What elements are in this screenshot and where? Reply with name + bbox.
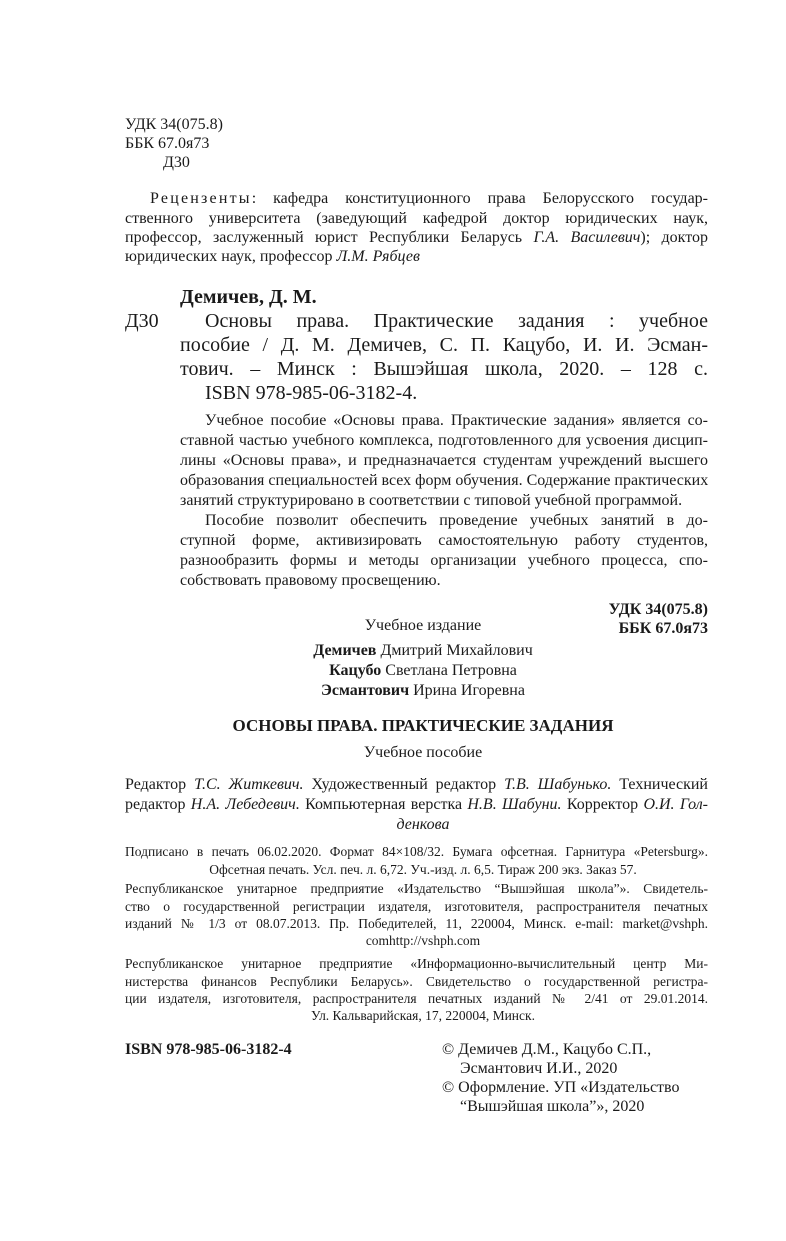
author-1: Демичев Дмитрий Михайлович [313,642,533,659]
imprint-signed: Подписано в печать 06.02.2020. Формат 84×108/32. Бумага офсетная. Гарнитура «Petersburg». [125,844,708,859]
imprint-line: Республиканское унитарное предприятие «Информационно-вычислительный центр Ми- [125,956,708,971]
imprint-publisher-web: comhttp://vshph.com [365,933,481,948]
annotation-block-1 [180,431,708,511]
annotation-line: Учебное пособие «Основы права. Практические задания» является со- [205,412,708,429]
biblio-title-line-2: пособие / Д. М. Демичев, С. П. Кацубо, И. И. Эсман- [180,334,708,356]
editors-line-1: Редактор Т.С. Житкевич. Художественный редактор Т.В. Шабунько. Технический [125,776,708,793]
isbn-bold: ISBN 978-985-06-3182-4 [125,1041,292,1058]
imprint-line: ство о государственной регистрации издателя, изготовителя, распространителя печатных [125,898,708,914]
imprint-line: изданий № 1/3 от 08.07.2013. Пр. Победителей, 11, 220004, Минск. e-mail: market@vshph. [125,916,708,931]
copyright-2a: © Оформление. УП «Издательство [442,1079,680,1096]
bbk-bottom: ББК 67.0я73 [618,620,708,637]
annotation-line: ступной форме, активизировать самостоятельную работу студентов, [180,532,708,549]
udk-top: УДК 34(075.8) [125,116,223,133]
book-subtitle: Учебное пособие [363,744,483,761]
reviewer-name-2: Л.М. Рябцев [336,248,420,265]
imprint-line: нистерства финансов Республики Беларусь». Свидетельство о государственной регистра- [125,973,708,989]
reviewer-name-1: Г.А. Василевич [533,229,641,246]
biblio-isbn: ISBN 978-985-06-3182-4. [205,382,418,404]
copyright-1b: Эсмантович И.И., 2020 [460,1060,618,1077]
author-2: Кацубо Светлана Петровна [329,662,517,679]
annotation-p2-first [205,511,708,531]
annotation-line: собствовать правовому просвещению. [180,572,441,589]
reviewers-line-3: профессор, заслуженный юрист Республики Беларусь Г.А. Василевич); доктор [125,229,709,246]
bbk-top: ББК 67.0я73 [125,135,210,152]
annotation-line: занятий структурировано в соответствии с типовой учебной программой. [180,492,683,509]
annotation-line: лины «Основы права», и предназначается студентам учреждений высшего [180,452,708,469]
author-3: Эсмантович Ирина Игоревна [321,682,525,699]
copyright-2b: “Вышэйшая школа”», 2020 [460,1098,645,1115]
annotation-line: ставной частью учебного комплекса, подготовленного для усвоения дисцип- [180,432,708,449]
annotation-line: образования специальностей всех форм обучения. Содержание практических [180,472,709,489]
imprint-print: Офсетная печать. Усл. печ. л. 6,72. Уч.-изд. л. 6,5. Тираж 200 экз. Заказ 57. [209,862,637,877]
reviewers-line-4: юридических наук, профессор Л.М. Рябцев [125,248,420,265]
book-title: ОСНОВЫ ПРАВА. ПРАКТИЧЕСКИЕ ЗАДАНИЯ [232,716,614,735]
biblio-code: Д30 [125,310,159,332]
biblio-author: Демичев, Д. М. [180,286,317,308]
editors-line-3: денкова [396,816,450,833]
imprint-printer [125,955,708,1008]
biblio-title-line-3: тович. – Минск : Вышэйшая школа, 2020. – 128 с. [180,358,708,380]
copyright-1a: © Демичев Д.М., Кацубо С.П., [442,1041,652,1058]
editors-line-2: редактор Н.А. Лебедевич. Компьютерная верстка Н.В. Шабуни. Корректор О.И. Гол- [125,796,709,813]
annotation-block-2 [180,531,708,591]
reviewers-line-1: Рецензенты: кафедра конституционного права Белорусского государ- [150,190,708,207]
imprint-line: ции издателя, изготовителя, распространителя печатных изданий № 2/41 от 29.01.2014. [125,991,708,1006]
imprint-publisher [125,880,708,933]
edition-type: Учебное издание [364,617,482,634]
udk-bottom: УДК 34(075.8) [608,601,708,618]
reviewers-line-2: ственного университета (заведующий кафедрой доктор юридических наук, [125,210,708,227]
annotation-line: разнообразить формы и методы организации учебного процесса, спо- [180,552,708,569]
annotation [205,411,708,431]
biblio-title-line-1: Основы права. Практические задания : учебное [205,310,708,332]
imprint-printer-address: Ул. Кальварийская, 17, 220004, Минск. [311,1008,535,1023]
imprint-line: Республиканское унитарное предприятие «Издательство “Вышэйшая школа”». Свидетель- [125,881,708,896]
annotation-line: Пособие позволит обеспечить проведение учебных занятий в до- [205,512,708,529]
reviewers-label: Рецензенты [150,190,252,207]
author-code-top: Д30 [163,154,190,171]
